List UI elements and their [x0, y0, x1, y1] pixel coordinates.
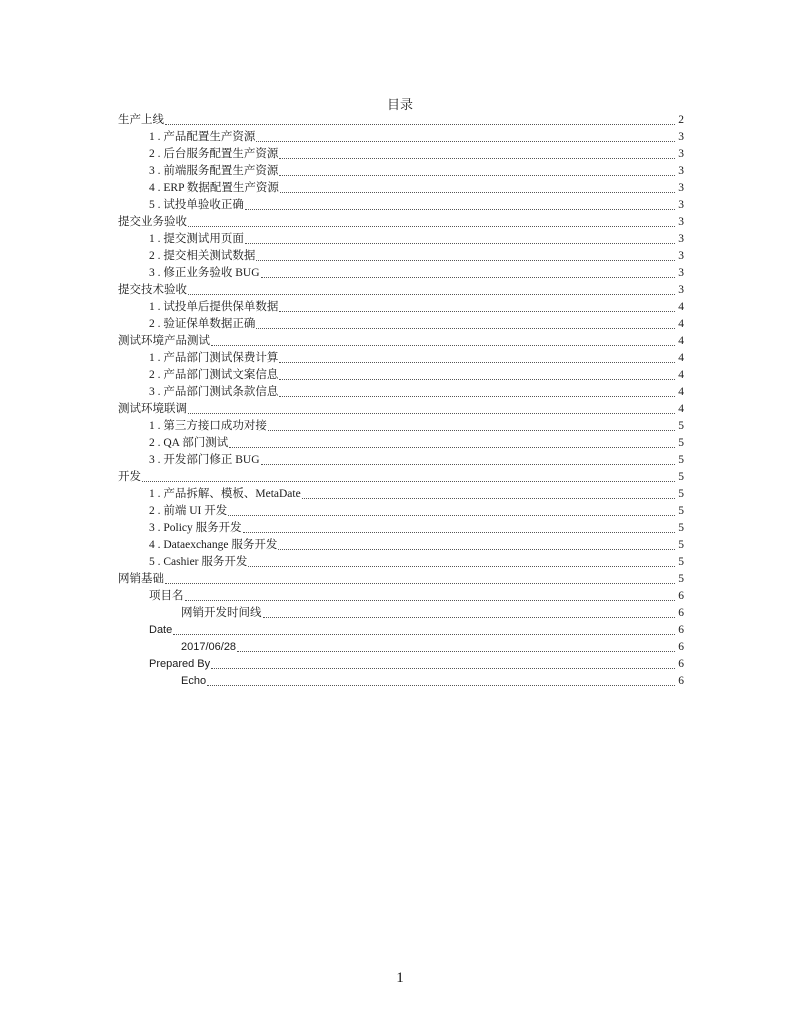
toc-entry-label: 3 . Policy 服务开发: [149, 522, 242, 534]
dot-leader: [237, 651, 675, 652]
toc-entry-label: 2 . 前端 UI 开发: [149, 505, 228, 517]
toc-entry-page: 5: [678, 437, 684, 449]
toc-entry-label: 开发: [118, 471, 141, 483]
toc-entry[interactable]: [118, 333, 684, 350]
toc-entry[interactable]: [118, 656, 684, 673]
toc-title: 目录: [386, 97, 413, 112]
toc-entry[interactable]: [118, 163, 684, 180]
toc-entry-label: 1 . 产品配置生产资源: [149, 131, 256, 143]
dot-leader: [279, 158, 675, 159]
toc-entry[interactable]: [118, 537, 684, 554]
toc-entry-label: 生产上线: [118, 114, 164, 126]
toc-entry-page: 3: [678, 165, 684, 177]
dot-leader: [165, 124, 675, 125]
table-of-contents: [118, 112, 684, 690]
dot-leader: [188, 413, 675, 414]
toc-entry[interactable]: [118, 571, 684, 588]
toc-entry[interactable]: [118, 401, 684, 418]
toc-entry[interactable]: [118, 146, 684, 163]
dot-leader: [256, 260, 675, 261]
toc-entry-label: 2 . 提交相关测试数据: [149, 250, 256, 262]
toc-entry-label: 3 . 开发部门修正 BUG: [149, 454, 260, 466]
toc-entry-page: 5: [678, 471, 684, 483]
dot-leader: [261, 464, 675, 465]
toc-entry-label: 2 . 后台服务配置生产资源: [149, 148, 279, 160]
toc-entry-page: 4: [678, 386, 684, 398]
toc-entry[interactable]: [118, 367, 684, 384]
toc-entry[interactable]: [118, 622, 684, 639]
toc-entry[interactable]: [118, 605, 684, 622]
toc-entry[interactable]: [118, 129, 684, 146]
toc-entry[interactable]: [118, 214, 684, 231]
toc-entry[interactable]: [118, 452, 684, 469]
toc-entry[interactable]: [118, 486, 684, 503]
toc-entry-label: Date: [149, 624, 173, 636]
toc-entry-page: 5: [678, 420, 684, 432]
toc-entry-page: 3: [678, 250, 684, 262]
toc-entry[interactable]: [118, 554, 684, 571]
toc-entry[interactable]: [118, 231, 684, 248]
toc-entry-page: 4: [678, 352, 684, 364]
page-number: 1: [396, 970, 404, 986]
toc-entry[interactable]: [118, 588, 684, 605]
dot-leader: [302, 498, 675, 499]
toc-entry-label: 5 . 试投单验收正确: [149, 199, 244, 211]
toc-entry[interactable]: [118, 112, 684, 129]
toc-entry-page: 4: [678, 335, 684, 347]
toc-entry-page: 5: [678, 539, 684, 551]
toc-entry[interactable]: [118, 282, 684, 299]
toc-entry-label: 网销开发时间线: [181, 607, 262, 619]
toc-entry-page: 6: [678, 624, 684, 636]
toc-entry[interactable]: [118, 197, 684, 214]
toc-entry-label: 4 . ERP 数据配置生产资源: [149, 182, 279, 194]
dot-leader: [229, 447, 675, 448]
toc-entry[interactable]: [118, 639, 684, 656]
toc-entry-label: 提交业务验收: [118, 216, 187, 228]
toc-entry-page: 4: [678, 301, 684, 313]
toc-entry-label: 3 . 前端服务配置生产资源: [149, 165, 279, 177]
toc-entry-label: 4 . Dataexchange 服务开发: [149, 539, 278, 551]
toc-entry[interactable]: [118, 180, 684, 197]
dot-leader: [188, 226, 675, 227]
toc-entry-page: 5: [678, 556, 684, 568]
dot-leader: [173, 634, 675, 635]
toc-entry-page: 6: [678, 658, 684, 670]
dot-leader: [263, 617, 676, 618]
dot-leader: [188, 294, 675, 295]
toc-entry-page: 5: [678, 573, 684, 585]
toc-entry[interactable]: [118, 350, 684, 367]
toc-entry[interactable]: [118, 299, 684, 316]
toc-entry[interactable]: [118, 503, 684, 520]
toc-entry[interactable]: [118, 469, 684, 486]
toc-entry-label: 3 . 产品部门测试条款信息: [149, 386, 279, 398]
dot-leader: [245, 243, 675, 244]
dot-leader: [268, 430, 675, 431]
toc-entry[interactable]: [118, 418, 684, 435]
toc-entry-label: 1 . 试投单后提供保单数据: [149, 301, 279, 313]
toc-entry-page: 4: [678, 403, 684, 415]
toc-entry-page: 3: [678, 284, 684, 296]
toc-entry-label: 1 . 提交测试用页面: [149, 233, 244, 245]
dot-leader: [279, 311, 675, 312]
toc-entry-page: 3: [678, 182, 684, 194]
dot-leader: [280, 192, 675, 193]
toc-entry-label: 2 . QA 部门测试: [149, 437, 229, 449]
dot-leader: [279, 396, 675, 397]
toc-entry-label: 2 . 验证保单数据正确: [149, 318, 256, 330]
toc-entry[interactable]: [118, 316, 684, 333]
toc-entry-page: 5: [678, 505, 684, 517]
toc-entry[interactable]: [118, 384, 684, 401]
dot-leader: [279, 379, 675, 380]
dot-leader: [261, 277, 675, 278]
toc-entry-label: 5 . Cashier 服务开发: [149, 556, 248, 568]
dot-leader: [211, 668, 675, 669]
toc-entry-page: 5: [678, 522, 684, 534]
toc-entry[interactable]: [118, 673, 684, 690]
toc-entry-page: 5: [678, 454, 684, 466]
toc-entry[interactable]: [118, 248, 684, 265]
toc-entry-page: 6: [678, 675, 684, 687]
toc-entry-page: 3: [678, 131, 684, 143]
dot-leader: [228, 515, 675, 516]
toc-entry-label: 3 . 修正业务验收 BUG: [149, 267, 260, 279]
dot-leader: [256, 141, 675, 142]
toc-entry-label: 1 . 第三方接口成功对接: [149, 420, 267, 432]
toc-entry-label: 提交技术验收: [118, 284, 187, 296]
dot-leader: [211, 345, 675, 346]
dot-leader: [142, 481, 675, 482]
toc-entry-page: 3: [678, 267, 684, 279]
toc-entry-page: 6: [678, 641, 684, 653]
toc-entry-label: 项目名: [149, 590, 184, 602]
toc-entry-label: Prepared By: [149, 658, 211, 670]
toc-entry-label: Echo: [181, 675, 207, 687]
toc-entry-label: 2 . 产品部门测试文案信息: [149, 369, 279, 381]
toc-entry[interactable]: [118, 435, 684, 452]
toc-entry-page: 3: [678, 233, 684, 245]
dot-leader: [165, 583, 675, 584]
dot-leader: [278, 549, 675, 550]
toc-entry-page: 5: [678, 488, 684, 500]
toc-entry-page: 2: [678, 114, 684, 126]
dot-leader: [245, 209, 675, 210]
toc-entry-page: 4: [678, 318, 684, 330]
dot-leader: [279, 362, 675, 363]
dot-leader: [207, 685, 675, 686]
toc-entry-label: 网销基础: [118, 573, 164, 585]
toc-entry[interactable]: [118, 265, 684, 282]
toc-entry-label: 1 . 产品部门测试保费计算: [149, 352, 279, 364]
toc-entry-label: 1 . 产品拆解、模板、MetaDate: [149, 488, 301, 500]
dot-leader: [256, 328, 675, 329]
toc-entry-page: 3: [678, 216, 684, 228]
toc-entry-page: 3: [678, 199, 684, 211]
dot-leader: [243, 532, 675, 533]
toc-entry-label: 测试环境联调: [118, 403, 187, 415]
toc-entry-page: 4: [678, 369, 684, 381]
dot-leader: [279, 175, 675, 176]
dot-leader: [248, 566, 675, 567]
toc-entry[interactable]: [118, 520, 684, 537]
dot-leader: [185, 600, 676, 601]
toc-entry-page: 6: [678, 607, 684, 619]
toc-entry-page: 3: [678, 148, 684, 160]
toc-entry-label: 测试环境产品测试: [118, 335, 210, 347]
toc-entry-label: 2017/06/28: [181, 641, 237, 653]
toc-entry-page: 6: [678, 590, 684, 602]
